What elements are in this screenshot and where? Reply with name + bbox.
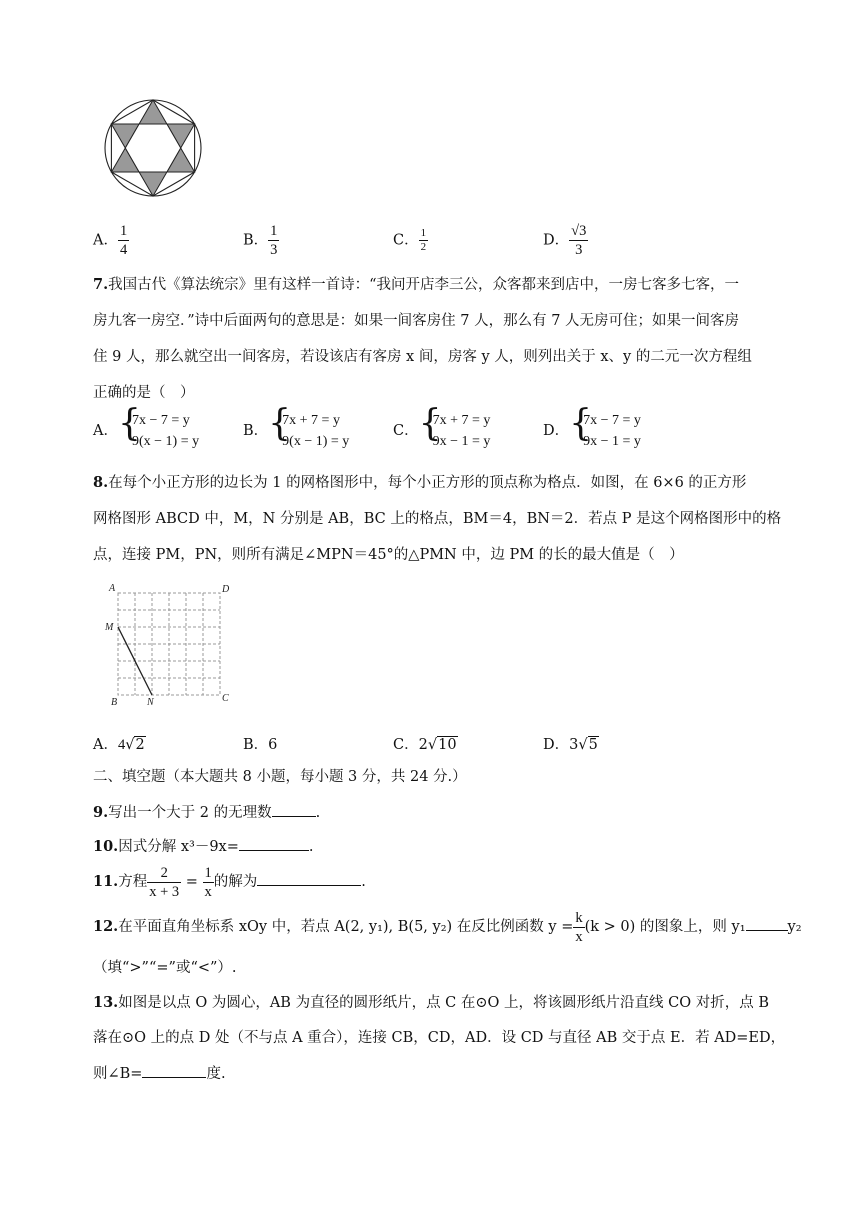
label-a: A — [109, 583, 116, 594]
q7-option-b: B． { 7x + 7 = y 9(x − 1) = y — [243, 403, 350, 449]
label-b: B — [111, 697, 118, 708]
label-c: C — [222, 693, 229, 704]
q13-blank[interactable] — [142, 1063, 206, 1078]
q8-option-b: B．6 — [243, 737, 278, 753]
q13-line-3: 则∠B= 度. — [93, 1063, 226, 1084]
q7-line-4: 正确的是（ ） — [93, 385, 195, 401]
grid-figure — [104, 580, 234, 710]
q8-line-3: 点，连接 PM，PN，则所有满足∠MPN＝45°的△PMN 中，边 PM 的长的最大值是（ ） — [93, 547, 684, 563]
q12-line-2: （填“>”“=”或“<”）. — [93, 960, 237, 976]
q7-option-d: D． { 7x − 7 = y 9x − 1 = y — [543, 403, 641, 449]
q8-line-2: 网格图形 ABCD 中，M，N 分别是 AB，BC 上的格点，BM＝4，BN＝2．若点 P 是这个网格图形中的格 — [93, 511, 782, 527]
q7-line-1: 7.我国古代《算法统宗》里有这样一首诗：“我问开店李三公，众客都来到店中，一房七客多七客，一 — [93, 276, 740, 293]
q11-blank[interactable] — [257, 871, 361, 886]
q10-blank[interactable] — [239, 836, 309, 851]
q7-option-a: A． { 7x − 7 = y 9(x − 1) = y — [93, 403, 200, 449]
section-heading: 二、填空题（本大题共 8 小题，每小题 3 分，共 24 分.） — [93, 769, 467, 785]
q13-line-2: 落在⊙O 上的点 D 处（不与点 A 重合），连接 CB，CD，AD．设 CD 与直径 AB 交于点 E．若 AD=ED， — [93, 1030, 786, 1046]
label-n: N — [147, 697, 154, 708]
q8-option-c: C．2√10 — [393, 737, 457, 753]
q6-option-d: D． $\frac{√3}{3}$ — [543, 223, 587, 258]
q6-option-b: B． $\frac{1}{3}$ — [243, 223, 278, 258]
q10: 10.因式分解 x³－9x= . — [93, 838, 314, 855]
q6-option-a: A． $\frac{1}{4}$ — [93, 223, 128, 258]
q11: 11.方程 $\frac{2}{x + 3}$ = $\frac{1}{x}$ 的解为 . — [93, 864, 366, 900]
q7-line-2: 房九客一房空．”诗中后面两句的意思是：如果一间客房住 7 人，那么有 7 人无房可住；如果一间客房 — [93, 313, 740, 329]
q8-option-d: D．3√5 — [543, 737, 598, 753]
hexagram-figure — [103, 95, 203, 201]
q12: 12.在平面直角坐标系 xOy 中，若点 A(2, y₁), B(5, y₂) 在反比例函数 y = $\frac{k}{x}$ (k > 0) 的图象上，则 y₁ y₂ — [93, 909, 802, 945]
q9: 9.写出一个大于 2 的无理数 . — [93, 804, 321, 821]
q9-blank[interactable] — [272, 802, 316, 817]
q8-option-a: A．4√2 — [93, 737, 145, 753]
label-m: M — [105, 622, 114, 633]
q7-line-3: 住 9 人，那么就空出一间客房，若设该店有客房 x 间，房客 y 人，则列出关于 x、y 的二元一次方程组 — [93, 349, 752, 365]
label-d: D — [222, 584, 230, 595]
q8-line-1: 8.在每个小正方形的边长为 1 的网格图形中，每个小正方形的顶点称为格点．如图，在 6×6 的正方形 — [93, 474, 747, 491]
q13-line-1: 13.如图是以点 O 为圆心，AB 为直径的圆形纸片，点 C 在⊙O 上，将该圆形纸片沿直线 CO 对折，点 B — [93, 994, 769, 1011]
q12-blank[interactable] — [746, 916, 788, 931]
q7-option-c: C． { 7x + 7 = y 9x − 1 = y — [393, 403, 491, 449]
q6-option-c: C． $\frac{1}{2}$ — [393, 227, 427, 253]
